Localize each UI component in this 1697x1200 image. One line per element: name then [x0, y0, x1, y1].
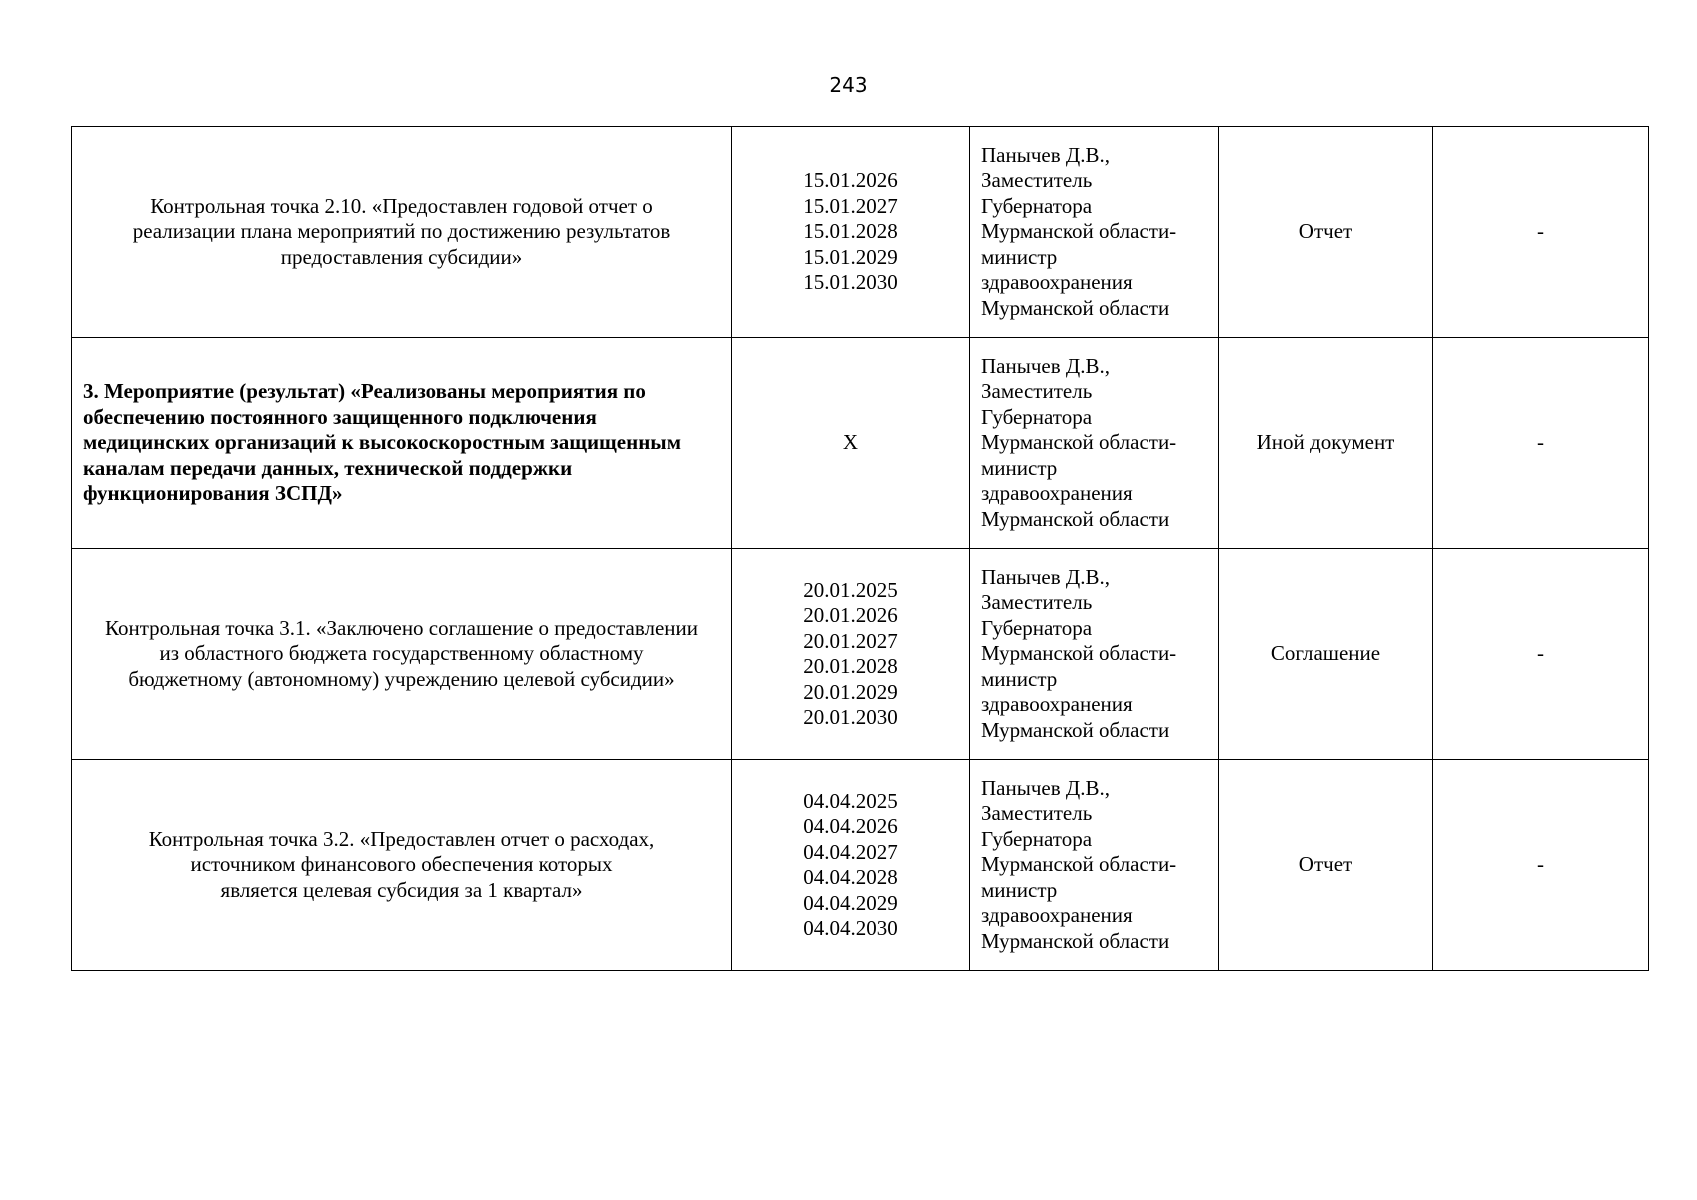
responsible-line: Мурманской области- [981, 430, 1177, 455]
date-value: 20.01.2029 [803, 679, 898, 704]
responsible-line: министр [981, 244, 1058, 269]
responsible-cell [970, 127, 1219, 338]
responsible-cell [970, 338, 1219, 549]
date-value: 15.01.2030 [803, 270, 898, 295]
responsible-line: министр [981, 666, 1058, 691]
responsible-line: Мурманской области [981, 295, 1170, 320]
event-name-line: обеспечению постоянного защищенного подключения [83, 404, 597, 429]
note-cell: - [1433, 338, 1649, 549]
responsible-line: Губернатора [981, 404, 1093, 429]
date-value: 20.01.2027 [803, 628, 898, 653]
date-value: 04.04.2027 [803, 839, 898, 864]
responsible-line: Мурманской области [981, 506, 1170, 531]
responsible-line: Панычев Д.В., [981, 353, 1110, 378]
document-type-cell: Соглашение [1219, 549, 1433, 760]
table-row [72, 760, 1649, 971]
date-value: 04.04.2026 [803, 814, 898, 838]
responsible-line: Заместитель [981, 168, 1093, 193]
responsible-line: здравоохранения [981, 692, 1133, 717]
responsible-line: здравоохранения [981, 481, 1133, 506]
control-points-table [71, 126, 1649, 971]
table-row [72, 549, 1649, 760]
event-name-cell [72, 127, 732, 338]
dates-cell [732, 127, 970, 338]
event-name-line: из областного бюджета государственному областному [159, 641, 644, 666]
event-name-line: Контрольная точка 3.1. «Заключено соглашение о предоставлении [105, 615, 698, 640]
date-value: 20.01.2030 [803, 705, 898, 729]
responsible-line: Панычев Д.В., [981, 775, 1110, 800]
date-value: 20.01.2026 [803, 603, 898, 627]
document-type-cell: Иной документ [1219, 338, 1433, 549]
event-name-line: 3. Мероприятие (результат) «Реализованы мероприятия по [83, 379, 646, 404]
responsible-line: Заместитель [981, 801, 1093, 826]
date-value: 20.01.2025 [803, 577, 898, 602]
date-value: 04.04.2030 [803, 916, 898, 940]
note-cell: - [1433, 549, 1649, 760]
dates-cell [732, 760, 970, 971]
event-name-line: медицинских организаций к высокоскоростным защищенным [83, 430, 681, 455]
note-cell: - [1433, 127, 1649, 338]
event-name-cell [72, 760, 732, 971]
event-name-line: Контрольная точка 3.2. «Предоставлен отчет о расходах, [148, 826, 655, 851]
responsible-line: Панычев Д.В., [981, 142, 1110, 167]
date-value: 04.04.2028 [803, 865, 898, 889]
event-name-line: реализации плана мероприятий по достижению результатов [132, 219, 671, 244]
dates-cell [732, 549, 970, 760]
document-type-cell: Отчет [1219, 127, 1433, 338]
date-value: 15.01.2029 [803, 244, 898, 269]
responsible-line: Заместитель [981, 590, 1093, 615]
date-value: 15.01.2027 [803, 193, 898, 218]
responsible-line: Губернатора [981, 826, 1093, 851]
event-name-line: каналам передачи данных, технической поддержки [83, 455, 573, 480]
event-name-line: предоставления субсидии» [280, 244, 523, 269]
responsible-cell [970, 760, 1219, 971]
date-value: 20.01.2028 [803, 654, 898, 678]
table-row [72, 338, 1649, 549]
responsible-line: министр [981, 877, 1058, 902]
event-name-line: бюджетному (автономному) учреждению целевой субсидии» [128, 666, 675, 691]
responsible-line: Мурманской области- [981, 219, 1177, 244]
responsible-line: Губернатора [981, 193, 1093, 218]
table-row [72, 127, 1649, 338]
responsible-line: Мурманской области- [981, 641, 1177, 666]
responsible-line: Мурманской области [981, 928, 1170, 953]
responsible-line: здравоохранения [981, 270, 1133, 295]
event-name-line: Контрольная точка 2.10. «Предоставлен годовой отчет о [150, 193, 653, 218]
responsible-line: министр [981, 455, 1058, 480]
event-name-cell [72, 338, 732, 549]
responsible-line: Губернатора [981, 615, 1093, 640]
responsible-cell [970, 549, 1219, 760]
event-name-line: является целевая субсидия за 1 квартал» [220, 877, 583, 902]
responsible-line: Заместитель [981, 379, 1093, 404]
date-value: 04.04.2025 [803, 788, 898, 813]
page-number: 243 [829, 73, 868, 97]
event-name-line: источником финансового обеспечения которых [190, 852, 613, 877]
date-value: 15.01.2028 [803, 219, 898, 244]
responsible-line: Мурманской области [981, 717, 1170, 742]
dates-cell [732, 338, 970, 549]
responsible-line: Мурманской области- [981, 852, 1177, 877]
date-value: X [842, 430, 859, 455]
date-value: 04.04.2029 [803, 890, 898, 915]
event-name-line: функционирования ЗСПД» [83, 481, 343, 506]
note-cell: - [1433, 760, 1649, 971]
responsible-line: здравоохранения [981, 903, 1133, 928]
responsible-line: Панычев Д.В., [981, 564, 1110, 589]
event-name-cell [72, 549, 732, 760]
document-type-cell: Отчет [1219, 760, 1433, 971]
date-value: 15.01.2026 [803, 168, 898, 193]
